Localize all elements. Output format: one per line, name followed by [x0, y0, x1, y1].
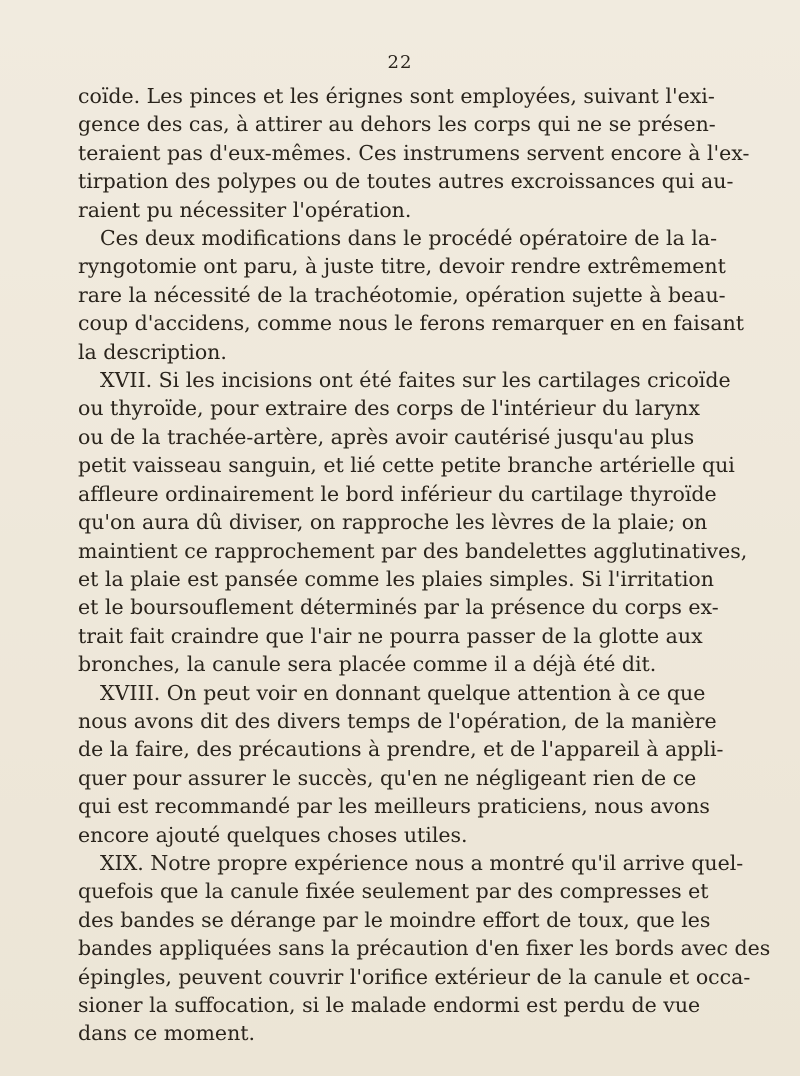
paragraph-1 [78, 82, 750, 224]
text-line: nous avons dit des divers temps de l'opération, de la manière [78, 708, 717, 733]
text-line: coup d'accidens, comme nous le ferons remarquer en en faisant [78, 311, 745, 336]
text-line: trait fait craindre que l'air ne pourra passer de la glotte aux [78, 623, 703, 648]
paragraph-2 [78, 224, 745, 366]
text-line: teraient pas d'eux-mêmes. Ces instrumens servent encore à l'ex- [78, 140, 750, 165]
paragraph-xviii [78, 679, 738, 849]
text-line: de la faire, des précautions à prendre, et de l'appareil à appli- [78, 737, 724, 762]
body-text [78, 82, 771, 1048]
text-line: raient pu nécessiter l'opération. [78, 197, 412, 222]
text-line: XIX. Notre propre expérience nous a montré qu'il arrive quel- [100, 850, 744, 875]
text-line: affleure ordinairement le bord inférieur du cartilage thyroïde [78, 481, 717, 506]
text-line: dans ce moment. [78, 1021, 256, 1046]
paragraph-xix [78, 849, 771, 1048]
text-line: sioner la suffocation, si le malade endormi est perdu de vue [78, 993, 701, 1017]
text-line: Ces deux modifications dans le procédé opératoire de la la- [100, 226, 718, 251]
text-line: bronches, la canule sera placée comme il a déjà été dit. [78, 652, 657, 677]
text-line: encore ajouté quelques choses utiles. [78, 822, 468, 847]
text-line: tirpation des polypes ou de toutes autres excroissances qui au- [78, 169, 734, 194]
text-line: épingles, peuvent couvrir l'orifice extérieur de la canule et occa- [78, 964, 751, 989]
text-line: XVII. Si les incisions ont été faites sur les cartilages cricoïde [100, 368, 731, 393]
text-line: maintient ce rapprochement par des bandelettes agglutinatives, [78, 538, 748, 563]
text-line: gence des cas, à attirer au dehors les corps qui ne se présen- [78, 112, 716, 137]
text-line: des bandes se dérange par le moindre effort de toux, que les [78, 907, 711, 932]
text-line: quer pour assurer le succès, qu'en ne négligeant rien de ce [78, 765, 697, 790]
text-line: coïde. Les pinces et les érignes sont employées, suivant l'exi- [78, 84, 715, 108]
text-line: bandes appliquées sans la précaution d'en fixer les bords avec des [78, 936, 771, 961]
text-line: rare la nécessité de la trachéotomie, opération sujette à beau- [78, 282, 726, 307]
text-line: XVIII. On peut voir en donnant quelque attention à ce que [100, 680, 706, 705]
text-line: et le boursouflement déterminés par la présence du corps ex- [78, 595, 719, 620]
paragraph-xvii [78, 366, 748, 678]
text-line: quefois que la canule fixée seulement par des compresses et [78, 879, 709, 904]
text-line: ou de la trachée-artère, après avoir cautérisé jusqu'au plus [78, 424, 695, 449]
text-line: qui est recommandé par les meilleurs praticiens, nous avons [78, 794, 710, 819]
text-line: qu'on aura dû diviser, on rapproche les lèvres de la plaie; on [78, 510, 708, 535]
text-line: ou thyroïde, pour extraire des corps de l'intérieur du larynx [78, 396, 700, 421]
page-number: 22 [387, 52, 413, 73]
text-line: petit vaisseau sanguin, et lié cette petite branche artérielle qui [78, 453, 735, 478]
text-line: et la plaie est pansée comme les plaies simples. Si l'irritation [78, 566, 714, 591]
text-line: la description. [78, 339, 227, 364]
text-line: ryngotomie ont paru, à juste titre, devoir rendre extrêmement [78, 254, 726, 279]
